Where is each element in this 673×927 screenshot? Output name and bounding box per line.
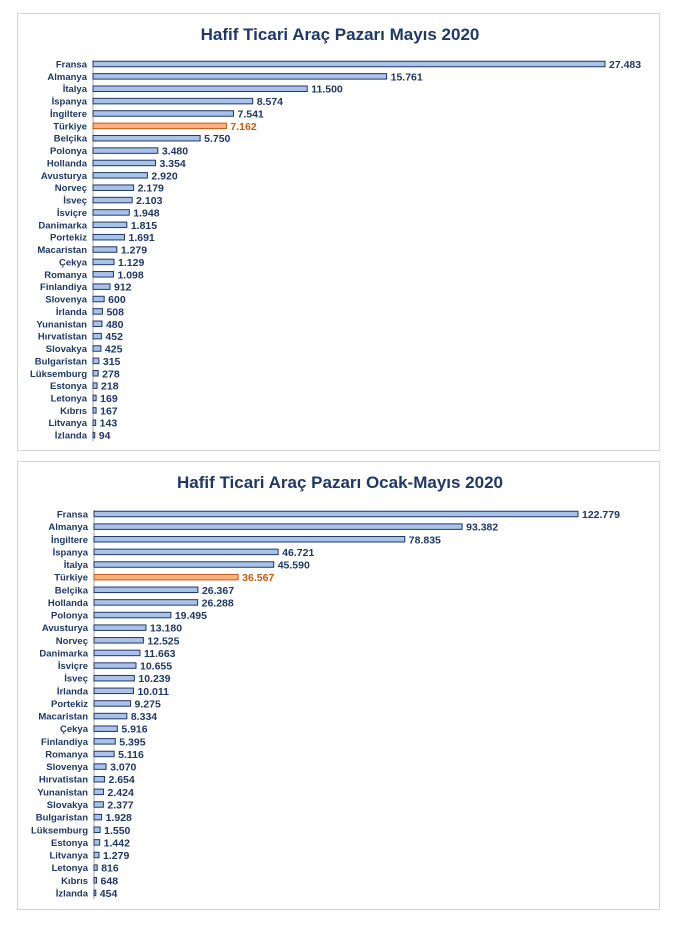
jan-may-bar-bulgaristan: [94, 814, 102, 820]
jan-may-category-label-ingiltere: İngiltere: [51, 534, 88, 546]
jan-may-value-label-luksemburg: 1.550: [104, 824, 131, 837]
jan-may-bar-slovenya: [94, 764, 106, 770]
may-value-label-avusturya: 2.920: [151, 170, 178, 183]
jan-may-value-label-belcika: 26.367: [201, 584, 235, 597]
may-value-label-ingiltere: 7.541: [237, 108, 264, 121]
jan-may-category-label-irlanda: İrlanda: [56, 686, 88, 698]
jan-may-value-label-slovenya: 3.070: [110, 761, 137, 774]
jan-may-bar-macaristan: [94, 713, 127, 719]
jan-may-value-label-turkiye: 36.567: [242, 572, 275, 585]
jan-may-bar-slovakya: [94, 802, 103, 808]
may-value-label-finlandiya: 912: [113, 281, 132, 294]
jan-may-category-label-romanya: Romanya: [45, 749, 88, 761]
may-bar-macaristan: [93, 247, 117, 253]
jan-may-category-label-italya: İtalya: [63, 560, 88, 572]
jan-may-bar-izlanda: [94, 890, 96, 896]
may-bar-fransa: [93, 61, 605, 67]
may-value-label-danimarka: 1.815: [130, 219, 158, 232]
may-value-label-estonya: 218: [101, 380, 119, 393]
chart-panel-may: [17, 13, 660, 451]
may-chart-title: Hafif Ticari Araç Pazarı Mayıs 2020: [200, 25, 480, 44]
may-bar-danimarka: [93, 222, 127, 228]
jan-may-bar-estonya: [94, 840, 100, 846]
may-bar-izlanda: [93, 432, 95, 438]
may-category-label-avusturya: Avusturya: [40, 170, 87, 182]
may-category-label-romanya: Romanya: [44, 269, 87, 281]
may-bar-kibris: [93, 408, 96, 414]
may-value-label-turkiye: 7.162: [230, 120, 257, 133]
jan-may-bar-turkiye: [94, 574, 238, 580]
may-value-label-romanya: 1.098: [117, 269, 144, 282]
jan-may-value-label-hollanda: 26.288: [201, 597, 234, 610]
may-bar-almanya: [93, 74, 387, 80]
jan-may-value-label-bulgaristan: 1.928: [105, 812, 132, 825]
jan-may-bar-ingiltere: [94, 537, 405, 543]
may-value-label-hollanda: 3.354: [159, 157, 186, 170]
may-category-label-izlanda: İzlanda: [54, 430, 87, 442]
jan-may-category-label-luksemburg: Lüksemburg: [30, 825, 88, 837]
may-bar-ispanya: [93, 98, 253, 104]
may-bar-yunanistan: [93, 321, 102, 327]
jan-may-category-label-litvanya: Litvanya: [49, 850, 88, 862]
may-bar-letonya: [93, 395, 96, 401]
jan-may-value-label-cekya: 5.916: [121, 723, 148, 736]
may-bar-estonya: [93, 383, 97, 389]
jan-may-category-label-slovakya: Slovakya: [46, 799, 88, 811]
may-category-label-kibris: Kıbrıs: [60, 405, 87, 417]
may-bar-hollanda: [93, 160, 155, 166]
jan-may-bar-italya: [94, 562, 274, 568]
may-bar-romanya: [93, 272, 113, 278]
jan-may-category-label-avusturya: Avusturya: [41, 623, 88, 635]
jan-may-value-label-romanya: 5.116: [118, 748, 144, 761]
may-category-label-irlanda: İrlanda: [55, 306, 87, 318]
jan-may-value-label-norvec: 12.525: [147, 635, 180, 648]
may-value-label-italya: 11.500: [311, 83, 343, 96]
may-category-label-yunanistan: Yunanistan: [36, 319, 87, 331]
jan-may-category-label-macaristan: Macaristan: [38, 711, 88, 723]
may-value-label-portekiz: 1.691: [128, 232, 155, 245]
jan-may-bar-luksemburg: [94, 827, 100, 833]
jan-may-bar-irlanda: [94, 688, 133, 694]
may-value-label-polonya: 3.480: [161, 145, 189, 158]
may-category-label-letonya: Letonya: [50, 393, 87, 405]
jan-may-value-label-izlanda: 454: [99, 887, 118, 900]
jan-may-value-label-slovakya: 2.377: [107, 799, 134, 812]
may-bar-italya: [93, 86, 307, 92]
jan-may-bar-almanya: [94, 524, 462, 530]
may-category-label-italya: İtalya: [62, 84, 87, 96]
may-category-label-ingiltere: İngiltere: [50, 108, 87, 120]
chart-panel-jan-may: [17, 461, 660, 910]
jan-may-bar-polonya: [94, 612, 171, 618]
may-category-label-estonya: Estonya: [50, 381, 87, 393]
jan-may-category-label-bulgaristan: Bulgaristan: [35, 812, 88, 824]
may-value-label-cekya: 1.129: [118, 256, 145, 269]
may-bar-belcika: [93, 135, 200, 141]
may-bar-slovakya: [93, 346, 101, 352]
may-category-label-finlandiya: Finlandiya: [40, 282, 87, 294]
may-category-label-belcika: Belçika: [53, 133, 87, 145]
may-value-label-fransa: 27.483: [609, 59, 642, 71]
may-bar-slovenya: [93, 296, 104, 302]
jan-may-bar-isvicre: [94, 663, 136, 669]
jan-may-bar-norvec: [94, 638, 143, 644]
jan-may-value-label-litvanya: 1.279: [103, 850, 130, 863]
may-bar-irlanda: [93, 309, 102, 315]
may-value-label-litvanya: 143: [99, 417, 118, 430]
may-value-label-bulgaristan: 315: [102, 355, 121, 368]
jan-may-category-label-norvec: Norveç: [55, 635, 88, 647]
may-value-label-isvicre: 1.948: [133, 207, 160, 220]
may-value-label-almanya: 15.761: [390, 71, 423, 84]
jan-may-category-label-isvec: İsveç: [64, 673, 88, 685]
jan-may-value-label-polonya: 19.495: [174, 610, 207, 623]
may-bar-turkiye: [93, 123, 226, 129]
jan-may-category-label-portekiz: Portekiz: [51, 698, 88, 710]
may-bar-isvicre: [93, 210, 129, 216]
may-bar-isvec: [93, 197, 132, 203]
may-bar-litvanya: [93, 420, 96, 426]
jan-may-bar-avusturya: [94, 625, 146, 631]
jan-may-category-label-belcika: Belçika: [54, 585, 88, 597]
jan-may-value-label-hirvatistan: 2.654: [108, 774, 135, 787]
jan-may-category-label-kibris: Kıbrıs: [61, 875, 88, 887]
jan-may-bar-isvec: [94, 675, 134, 681]
jan-may-value-label-macaristan: 8.334: [130, 711, 158, 724]
jan-may-value-label-irlanda: 10.011: [137, 685, 170, 698]
may-value-label-letonya: 169: [100, 392, 118, 405]
may-bar-bulgaristan: [93, 358, 99, 364]
jan-may-category-label-hollanda: Hollanda: [47, 597, 88, 609]
jan-may-bar-danimarka: [94, 650, 140, 656]
may-value-label-norvec: 2.179: [137, 182, 164, 195]
may-category-label-slovakya: Slovakya: [45, 344, 87, 356]
may-bar-ingiltere: [93, 111, 233, 117]
jan-may-category-label-izlanda: İzlanda: [55, 888, 88, 900]
may-category-label-isvec: İsveç: [63, 195, 87, 207]
jan-may-value-label-danimarka: 11.663: [143, 647, 176, 660]
jan-may-value-label-almanya: 93.382: [466, 521, 499, 534]
jan-may-category-label-cekya: Çekya: [60, 724, 88, 736]
jan-may-category-label-fransa: Fransa: [56, 509, 88, 521]
jan-may-category-label-finlandiya: Finlandiya: [41, 736, 88, 748]
may-value-label-irlanda: 508: [106, 306, 124, 319]
jan-may-category-label-turkiye: Türkiye: [54, 572, 88, 584]
jan-may-bar-belcika: [94, 587, 198, 593]
jan-may-category-label-danimarka: Danimarka: [39, 648, 88, 660]
jan-may-bar-portekiz: [94, 701, 131, 707]
jan-may-value-label-yunanistan: 2.424: [107, 786, 134, 799]
jan-may-category-label-hirvatistan: Hırvatistan: [38, 774, 88, 786]
jan-may-value-label-kibris: 648: [100, 875, 119, 888]
jan-may-bar-fransa: [94, 511, 578, 517]
jan-may-category-label-yunanistan: Yunanistan: [37, 787, 88, 799]
chart-jan-may-2020: [18, 462, 659, 909]
jan-may-value-label-portekiz: 9.275: [134, 698, 161, 711]
jan-may-value-label-ingiltere: 78.835: [408, 534, 441, 547]
jan-may-value-label-estonya: 1.442: [103, 837, 130, 850]
may-category-label-portekiz: Portekiz: [50, 232, 87, 244]
may-bar-luksemburg: [93, 371, 98, 377]
jan-may-value-label-letonya: 816: [101, 862, 119, 875]
may-bar-norvec: [93, 185, 134, 191]
may-category-label-macaristan: Macaristan: [37, 245, 87, 257]
jan-may-chart-title: Hafif Ticari Araç Pazarı Ocak-Mayıs 2020: [176, 473, 504, 492]
jan-may-value-label-isvicre: 10.655: [140, 660, 173, 673]
may-bar-polonya: [93, 148, 158, 154]
may-category-label-fransa: Fransa: [55, 59, 87, 71]
jan-may-category-label-almanya: Almanya: [48, 522, 88, 534]
may-bar-avusturya: [93, 173, 147, 179]
may-value-label-hirvatistan: 452: [105, 331, 123, 344]
jan-may-value-label-avusturya: 13.180: [149, 622, 183, 635]
jan-may-bar-kibris: [94, 878, 97, 884]
jan-may-category-label-ispanya: İspanya: [52, 547, 88, 559]
may-category-label-turkiye: Türkiye: [53, 121, 87, 133]
jan-may-bar-hirvatistan: [94, 776, 104, 782]
jan-may-value-label-finlandiya: 5.395: [119, 736, 146, 749]
may-bar-hirvatistan: [93, 333, 101, 339]
jan-may-value-label-ispanya: 46.721: [282, 546, 315, 559]
jan-may-bar-litvanya: [94, 852, 99, 858]
may-value-label-slovenya: 600: [108, 294, 126, 307]
may-category-label-ispanya: İspanya: [51, 96, 87, 108]
may-bar-cekya: [93, 259, 114, 265]
may-category-label-hollanda: Hollanda: [46, 158, 87, 170]
jan-may-bar-ispanya: [94, 549, 278, 555]
jan-may-category-label-estonya: Estonya: [51, 837, 88, 849]
jan-may-bar-romanya: [94, 751, 114, 757]
jan-may-category-label-letonya: Letonya: [51, 863, 88, 875]
jan-may-value-label-isvec: 10.239: [138, 673, 171, 686]
jan-may-category-label-slovenya: Slovenya: [46, 762, 88, 774]
may-category-label-slovenya: Slovenya: [45, 294, 87, 306]
may-value-label-slovakya: 425: [104, 343, 123, 356]
jan-may-category-label-polonya: Polonya: [51, 610, 88, 622]
may-value-label-izlanda: 94: [98, 430, 111, 443]
jan-may-bar-letonya: [94, 865, 97, 871]
may-category-label-norvec: Norveç: [54, 183, 87, 195]
may-value-label-belcika: 5.750: [204, 133, 231, 146]
may-category-label-isvicre: İsviçre: [56, 207, 87, 219]
may-category-label-hirvatistan: Hırvatistan: [37, 331, 87, 343]
may-category-label-cekya: Çekya: [59, 257, 87, 269]
may-value-label-yunanistan: 480: [105, 318, 124, 331]
may-value-label-isvec: 2.103: [136, 195, 163, 208]
jan-may-bar-yunanistan: [94, 789, 104, 795]
jan-may-value-label-fransa: 122.779: [582, 509, 620, 521]
may-bar-finlandiya: [93, 284, 110, 290]
jan-may-bar-hollanda: [94, 600, 198, 606]
may-value-label-macaristan: 1.279: [120, 244, 148, 257]
may-category-label-luksemburg: Lüksemburg: [29, 368, 87, 380]
may-category-label-bulgaristan: Bulgaristan: [34, 356, 87, 368]
may-value-label-luksemburg: 278: [102, 368, 120, 381]
jan-may-bar-cekya: [94, 726, 117, 732]
chart-may-2020: [18, 14, 659, 450]
jan-may-category-label-isvicre: İsviçre: [57, 661, 88, 673]
may-bar-portekiz: [93, 234, 125, 240]
may-value-label-ispanya: 8.574: [256, 96, 284, 109]
may-category-label-polonya: Polonya: [50, 146, 87, 158]
may-category-label-danimarka: Danimarka: [38, 220, 87, 232]
may-category-label-almanya: Almanya: [47, 71, 87, 83]
may-value-label-kibris: 167: [100, 405, 118, 418]
jan-may-value-label-italya: 45.590: [277, 559, 310, 572]
jan-may-bar-finlandiya: [94, 739, 115, 745]
may-category-label-litvanya: Litvanya: [48, 418, 87, 430]
